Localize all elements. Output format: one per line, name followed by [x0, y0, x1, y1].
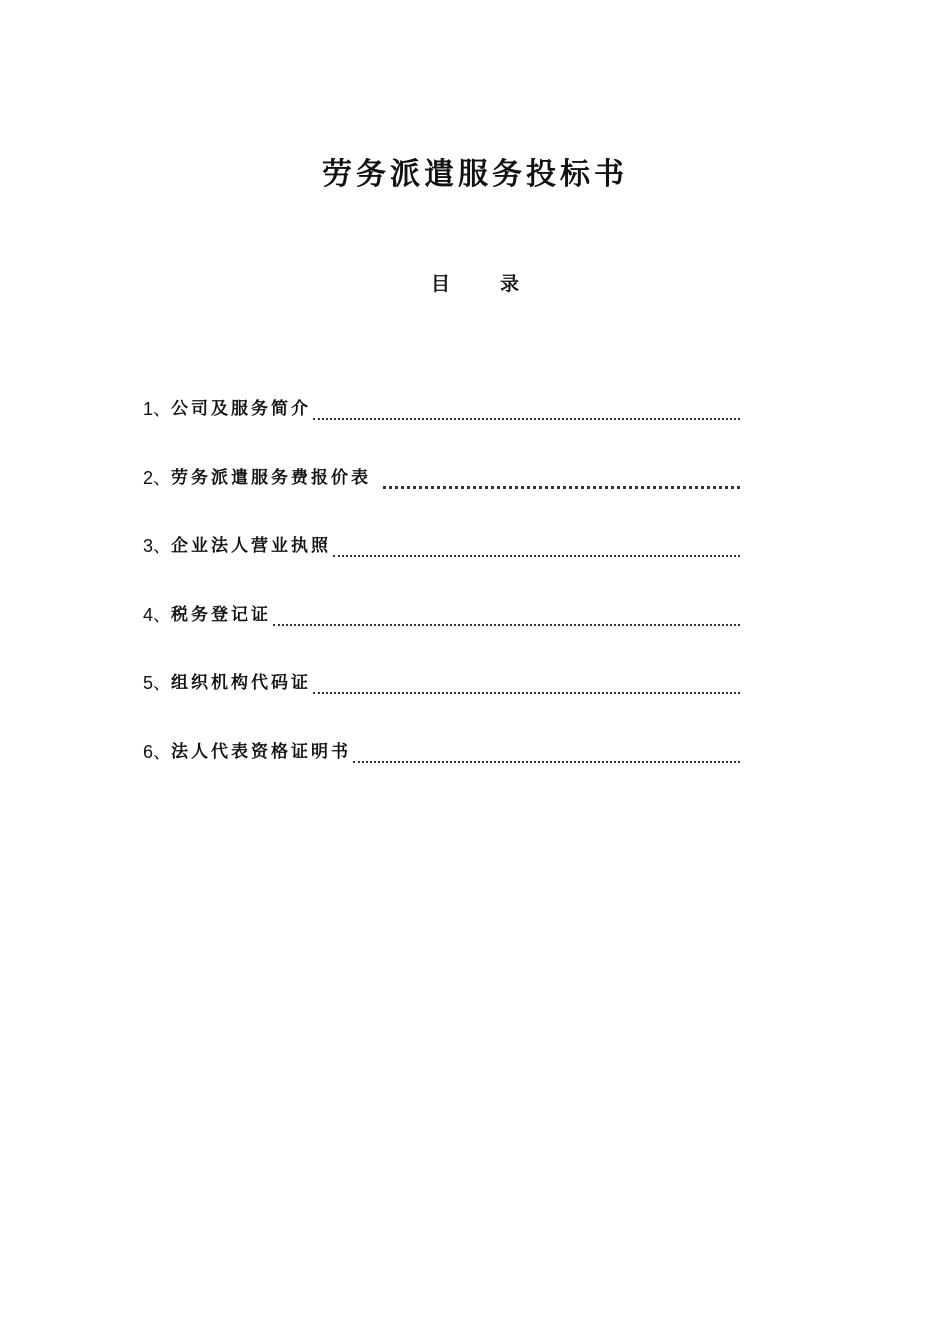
toc-item[interactable] — [143, 666, 740, 696]
toc-dot-leader — [383, 486, 740, 489]
toc-heading — [0, 270, 950, 298]
toc-dot-leader — [353, 761, 740, 763]
document-title: 劳务派遣服务投标书 — [322, 157, 628, 192]
toc-dot-leader — [333, 555, 740, 557]
toc-heading-left: 目 — [430, 273, 450, 295]
toc-item-number: 2、 — [143, 467, 172, 488]
toc-item-label: 法人代表资格证明书 — [171, 741, 352, 762]
toc-item-number: 3、 — [143, 536, 172, 557]
toc-item-label: 企业法人营业执照 — [171, 536, 332, 557]
toc-item-number: 5、 — [143, 673, 172, 694]
toc-item[interactable] — [143, 735, 740, 765]
toc-dot-leader — [313, 418, 740, 420]
toc-heading-right: 录 — [500, 273, 520, 295]
toc-item-number: 1、 — [143, 399, 172, 419]
table-of-contents — [143, 392, 740, 804]
toc-item-label: 公司及服务简介 — [171, 399, 312, 419]
toc-item-label: 劳务派遣服务费报价表 — [171, 467, 372, 488]
toc-item[interactable] — [143, 461, 740, 491]
toc-item-label: 税务登记证 — [171, 604, 272, 625]
toc-item-label: 组织机构代码证 — [171, 673, 312, 694]
toc-item[interactable] — [143, 392, 740, 422]
toc-dot-leader — [313, 692, 740, 694]
toc-item[interactable] — [143, 529, 740, 559]
toc-item[interactable] — [143, 598, 740, 628]
toc-dot-leader — [273, 624, 740, 626]
toc-item-number: 4、 — [143, 604, 172, 625]
toc-item-number: 6、 — [143, 741, 172, 762]
